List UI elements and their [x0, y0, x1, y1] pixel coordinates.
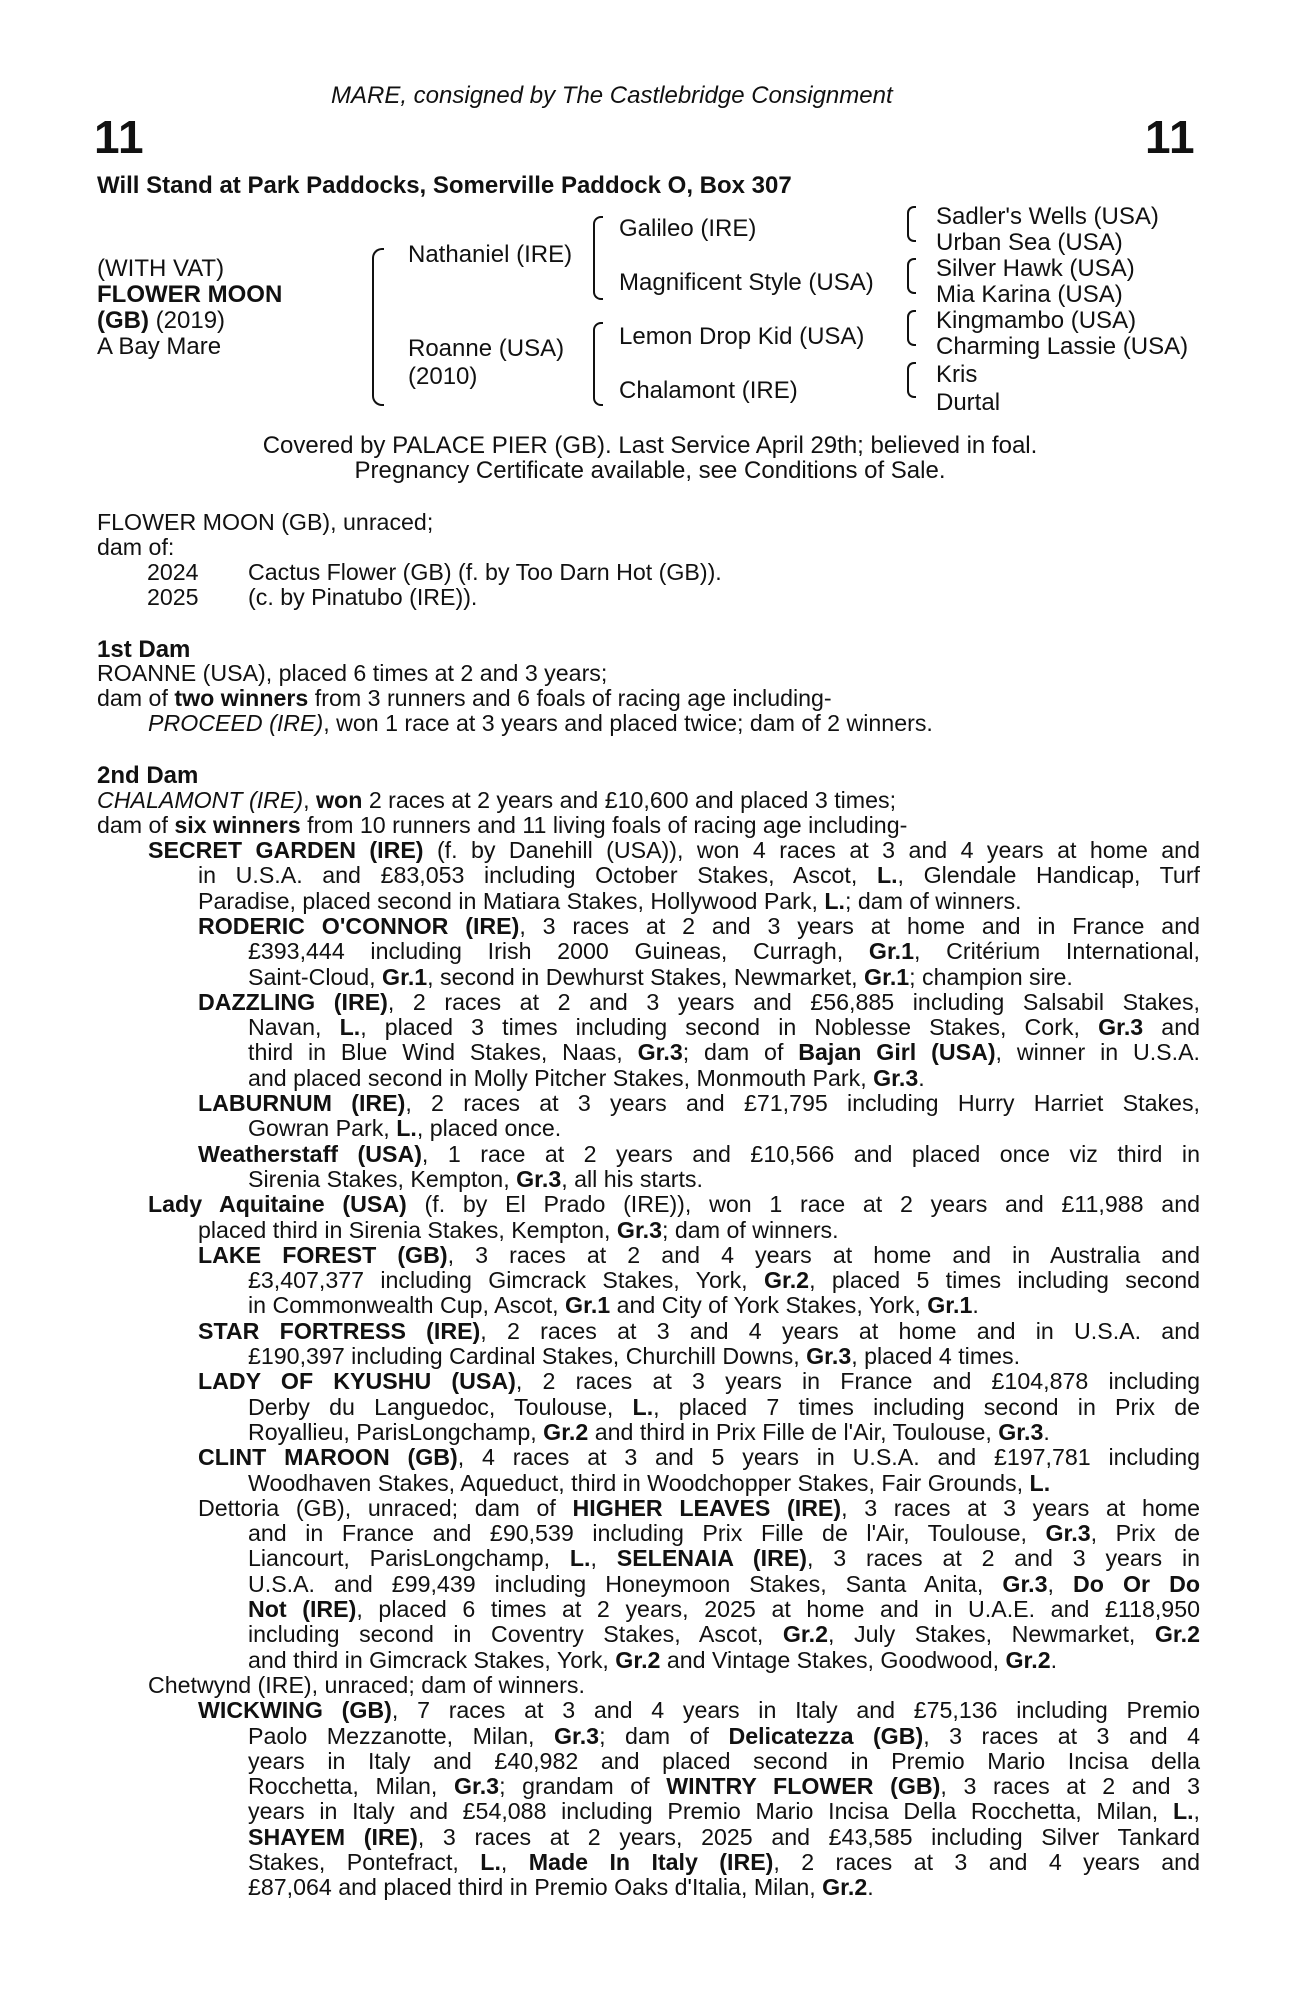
body-line: Navan, L., placed 3 times including second in Noblesse Stakes, Cork, Gr.3 and — [248, 1014, 1200, 1041]
body-line: £3,407,377 including Gimcrack Stakes, York, Gr.2, placed 5 times including second — [248, 1267, 1201, 1294]
produce-text-1: Cactus Flower (GB) (f. by Too Darn Hot (GB)). — [248, 559, 722, 585]
body-line: £87,064 and placed third in Premio Oaks d'Italia, Milan, Gr.2. — [248, 1874, 874, 1901]
body-line: U.S.A. and £99,439 including Honeymoon Stakes, Santa Anita, Gr.3, Do Or Do — [248, 1570, 1201, 1597]
body-line: SHAYEM (IRE), 3 races at 2 years, 2025 and £43,585 including Silver Tankard — [248, 1823, 1200, 1850]
body-line: WICKWING (GB), 7 races at 3 and 4 years in Italy and £75,136 including Premio — [198, 1697, 1200, 1724]
body-line: years in Italy and £54,088 including Premio Mario Incisa Della Rocchetta, Milan, L., — [248, 1798, 1200, 1825]
horse-origin — [97, 308, 225, 334]
lot-number-right: 11 — [1145, 111, 1196, 163]
covered-line-1: Covered by PALACE PIER (GB). Last Service April 29th; believed in foal. — [262, 432, 1038, 459]
ped-sire-dam: Magnificent Style (USA) — [619, 269, 874, 296]
ped-dds: Kris — [936, 361, 978, 388]
brace-main — [372, 248, 384, 406]
brace-sire — [593, 216, 603, 300]
body-line: LABURNUM (IRE), 2 races at 3 years and £71,795 including Hurry Harriet Stakes, — [198, 1090, 1200, 1116]
ped-sss: Sadler's Wells (USA) — [936, 203, 1159, 230]
horse-country: (GB) — [97, 307, 149, 334]
body-line: Paolo Mezzanotte, Milan, Gr.3; dam of Delicatezza (GB), 3 races at 3 and 4 — [248, 1722, 1201, 1749]
ped-ddd: Durtal — [936, 389, 1001, 416]
first-dam-line-2: dam of two winners from 3 runners and 6 foals of racing age including- — [97, 685, 832, 711]
body-line: Stakes, Pontefract, L., Made In Italy (IRE), 2 races at 3 and 4 years and — [248, 1849, 1200, 1875]
body-line: LAKE FOREST (GB), 3 races at 2 and 4 years at home and in Australia and — [198, 1241, 1200, 1268]
second-dam-line-1: CHALAMONT (IRE), won 2 races at 2 years and £10,600 and placed 3 times; — [97, 787, 897, 813]
body-line: Lady Aquitaine (USA) (f. by El Prado (IRE)), won 1 race at 2 years and £11,988 and — [148, 1191, 1200, 1218]
produce-line-2: dam of: — [97, 534, 175, 560]
body-line: Weatherstaff (USA), 1 race at 2 years and £10,566 and placed once viz third in — [198, 1140, 1200, 1167]
body-line: placed third in Sirenia Stakes, Kempton, Gr.3; dam of winners. — [198, 1216, 839, 1243]
body-line: Derby du Languedoc, Toulouse, L., placed 7 times including second in Prix de — [248, 1393, 1200, 1420]
horse-name: FLOWER MOON — [97, 281, 283, 308]
brace-dd — [907, 362, 916, 398]
horse-year: (2019) — [155, 307, 226, 334]
ped-dam: Roanne (USA) — [408, 335, 565, 362]
ped-sds: Silver Hawk (USA) — [936, 255, 1135, 282]
ped-dam-year: (2010) — [408, 363, 478, 390]
body-line: SECRET GARDEN (IRE) (f. by Danehill (USA)), won 4 races at 3 and 4 years at home and — [148, 837, 1200, 863]
ped-sire-sire: Galileo (IRE) — [619, 215, 757, 242]
body-line: Saint-Cloud, Gr.1, second in Dewhurst Stakes, Newmarket, Gr.1; champion sire. — [248, 963, 1073, 990]
body-line: Not (IRE), placed 6 times at 2 years, 2025 at home and in U.A.E. and £118,950 — [248, 1596, 1200, 1622]
stand-location: Will Stand at Park Paddocks, Somerville Paddock O, Box 307 — [97, 172, 792, 199]
produce-text-2: (c. by Pinatubo (IRE)). — [248, 584, 478, 610]
body-line: RODERIC O'CONNOR (IRE), 3 races at 2 and 3 years at home and in France and — [198, 912, 1200, 939]
ped-sire: Nathaniel (IRE) — [408, 241, 573, 268]
first-dam-heading: 1st Dam — [97, 636, 191, 663]
first-dam-line-1: ROANNE (USA), placed 6 times at 2 and 3 years; — [97, 660, 608, 686]
body-line: Liancourt, ParisLongchamp, L., SELENAIA (IRE), 3 races at 2 and 3 years in — [248, 1545, 1200, 1572]
body-line: £393,444 including Irish 2000 Guineas, Curragh, Gr.1, Critérium International, — [248, 938, 1200, 965]
body-line: £190,397 including Cardinal Stakes, Churchill Downs, Gr.3, placed 4 times. — [248, 1343, 1021, 1369]
lot-number-left: 11 — [94, 111, 145, 163]
first-dam-line-3: PROCEED (IRE), won 1 race at 3 years and placed twice; dam of 2 winners. — [148, 710, 933, 736]
ped-dam-dam: Chalamont (IRE) — [619, 377, 798, 404]
ped-sdd: Mia Karina (USA) — [936, 281, 1123, 308]
brace-ds — [907, 310, 916, 346]
ped-dss: Kingmambo (USA) — [936, 307, 1137, 334]
body-line: Woodhaven Stakes, Aqueduct, third in Woodchopper Stakes, Fair Grounds, L. — [248, 1469, 1051, 1496]
body-line: and placed second in Molly Pitcher Stakes, Monmouth Park, Gr.3. — [248, 1064, 925, 1091]
body-line: LADY OF KYUSHU (USA), 2 races at 3 years in France and £104,878 including — [198, 1368, 1200, 1395]
body-line: in Commonwealth Cup, Ascot, Gr.1 and City of York Stakes, York, Gr.1. — [248, 1292, 979, 1319]
produce-year-1: 2024 — [147, 559, 199, 585]
second-dam-line-2: dam of six winners from 10 runners and 11 living foals of racing age including- — [97, 812, 908, 838]
body-line: Paradise, placed second in Matiara Stakes, Hollywood Park, L.; dam of winners. — [198, 887, 1022, 914]
ped-ssd: Urban Sea (USA) — [936, 229, 1123, 256]
body-line: DAZZLING (IRE), 2 races at 2 and 3 years and £56,885 including Salsabil Stakes, — [198, 988, 1200, 1015]
body-line: in U.S.A. and £83,053 including October Stakes, Ascot, L., Glendale Handicap, Turf — [198, 862, 1200, 889]
body-line: Sirenia Stakes, Kempton, Gr.3, all his starts. — [248, 1165, 703, 1192]
produce-line-1: FLOWER MOON (GB), unraced; — [97, 509, 434, 535]
brace-dam — [593, 322, 603, 406]
body-line: Gowran Park, L., placed once. — [248, 1115, 562, 1142]
vat-label: (WITH VAT) — [97, 255, 225, 282]
second-dam-heading: 2nd Dam — [97, 762, 199, 789]
body-line: Rocchetta, Milan, Gr.3; grandam of WINTRY FLOWER (GB), 3 races at 2 and 3 — [248, 1773, 1200, 1800]
body-line: including second in Coventry Stakes, Ascot, Gr.2, July Stakes, Newmarket, Gr.2 — [248, 1621, 1200, 1648]
body-line: Chetwynd (IRE), unraced; dam of winners. — [148, 1671, 585, 1698]
brace-sd — [907, 258, 916, 294]
horse-description: A Bay Mare — [97, 333, 222, 360]
brace-ss — [907, 206, 916, 242]
body-line: and in France and £90,539 including Prix Fille de l'Air, Toulouse, Gr.3, Prix de — [248, 1520, 1200, 1547]
body-line: years in Italy and £40,982 and placed second in Premio Mario Incisa della — [248, 1747, 1200, 1774]
produce-year-2: 2025 — [147, 584, 199, 610]
body-line: CLINT MAROON (GB), 4 races at 3 and 5 years in U.S.A. and £197,781 including — [198, 1444, 1200, 1471]
body-line: and third in Gimcrack Stakes, York, Gr.2 and Vintage Stakes, Goodwood, Gr.2. — [248, 1646, 1058, 1673]
consignor-line: MARE, consigned by The Castlebridge Consignment — [331, 82, 893, 109]
body-line: STAR FORTRESS (IRE), 2 races at 3 and 4 years at home and in U.S.A. and — [198, 1317, 1200, 1344]
body-line: third in Blue Wind Stakes, Naas, Gr.3; dam of Bajan Girl (USA), winner in U.S.A. — [248, 1039, 1200, 1066]
body-line: Dettoria (GB), unraced; dam of HIGHER LEAVES (IRE), 3 races at 3 years at home — [198, 1494, 1200, 1521]
ped-dam-sire: Lemon Drop Kid (USA) — [619, 323, 865, 350]
ped-dsd: Charming Lassie (USA) — [936, 333, 1189, 360]
covered-line-2: Pregnancy Certificate available, see Conditions of Sale. — [354, 457, 946, 484]
body-line: Royallieu, ParisLongchamp, Gr.2 and third in Prix Fille de l'Air, Toulouse, Gr.3. — [248, 1418, 1050, 1445]
